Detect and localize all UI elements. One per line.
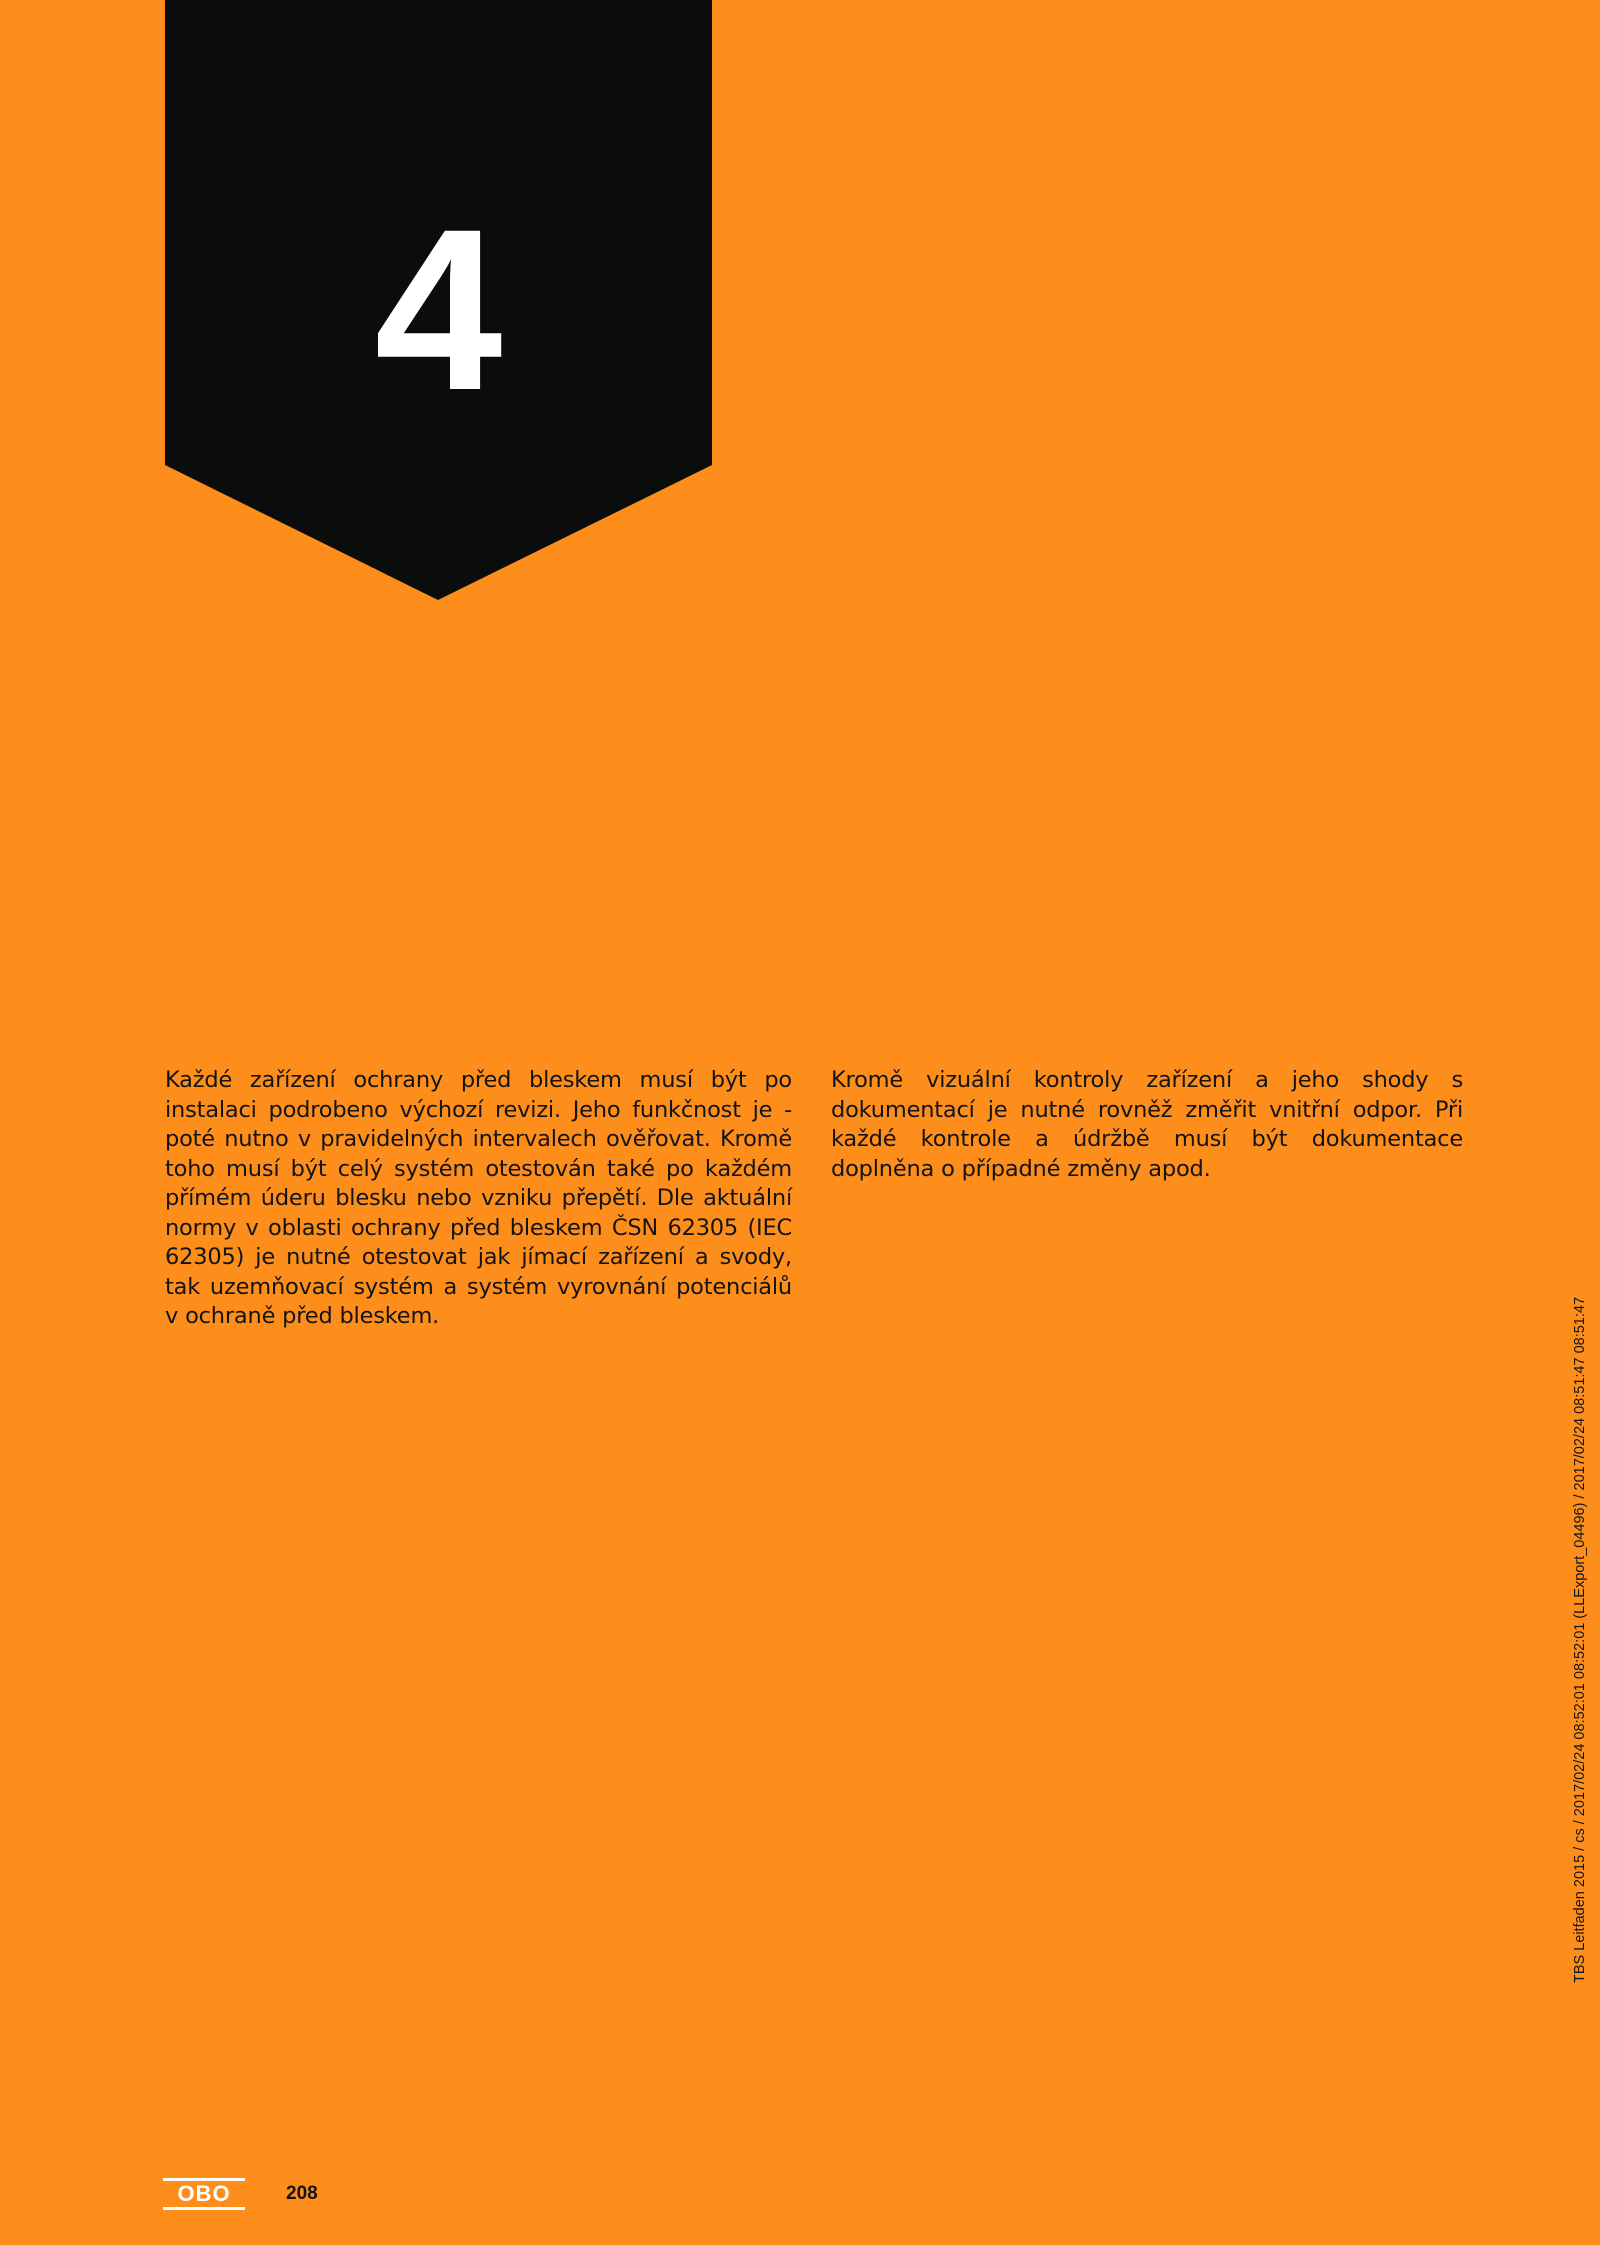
body-text-right [831,1066,1463,1184]
page-number: 208 [286,2183,318,2204]
body-text-left [165,1066,792,1332]
chapter-marker [165,0,712,600]
paragraph-revision: Každé zařízení ochrany před bleskem musí být po instalaci podrobeno výchozí revizi. Jeho funkčnost je - poté nutno v pravidelných intervalech ověřovat. Kromě toho musí být celý systém otestován také po každém přímém úderu blesku nebo vzniku přepětí. Dle aktuální normy v oblasti ochrany před bleskem ČSN 62305 (IEC 62305) je nutné otestovat jak jímací zařízení a svody, tak uzemňovací systém a systém vyrovnání potenciálů v ochraně před bleskem. [165,1067,792,1329]
obo-logo [163,2178,245,2212]
side-note-text: TBS Leitfaden 2015 / cs / 2017/02/24 08:52:01 08:52:01 (LLExport_04496) / 2017/02/24 08:51:47 08:51:47 [1572,1296,1588,1984]
logo-text: OBO [177,2181,231,2206]
paragraph-resistance: Kromě vizuální kontroly zařízení a jeho shody s dokumentací je nutné rovněž změřit vnitřní odpor. Při každé kontrole a údržbě musí být dokumentace doplněna o případné změny apod. [831,1067,1463,1182]
chapter-number: 4 [374,181,503,438]
logo-bar-bottom [163,2207,245,2210]
